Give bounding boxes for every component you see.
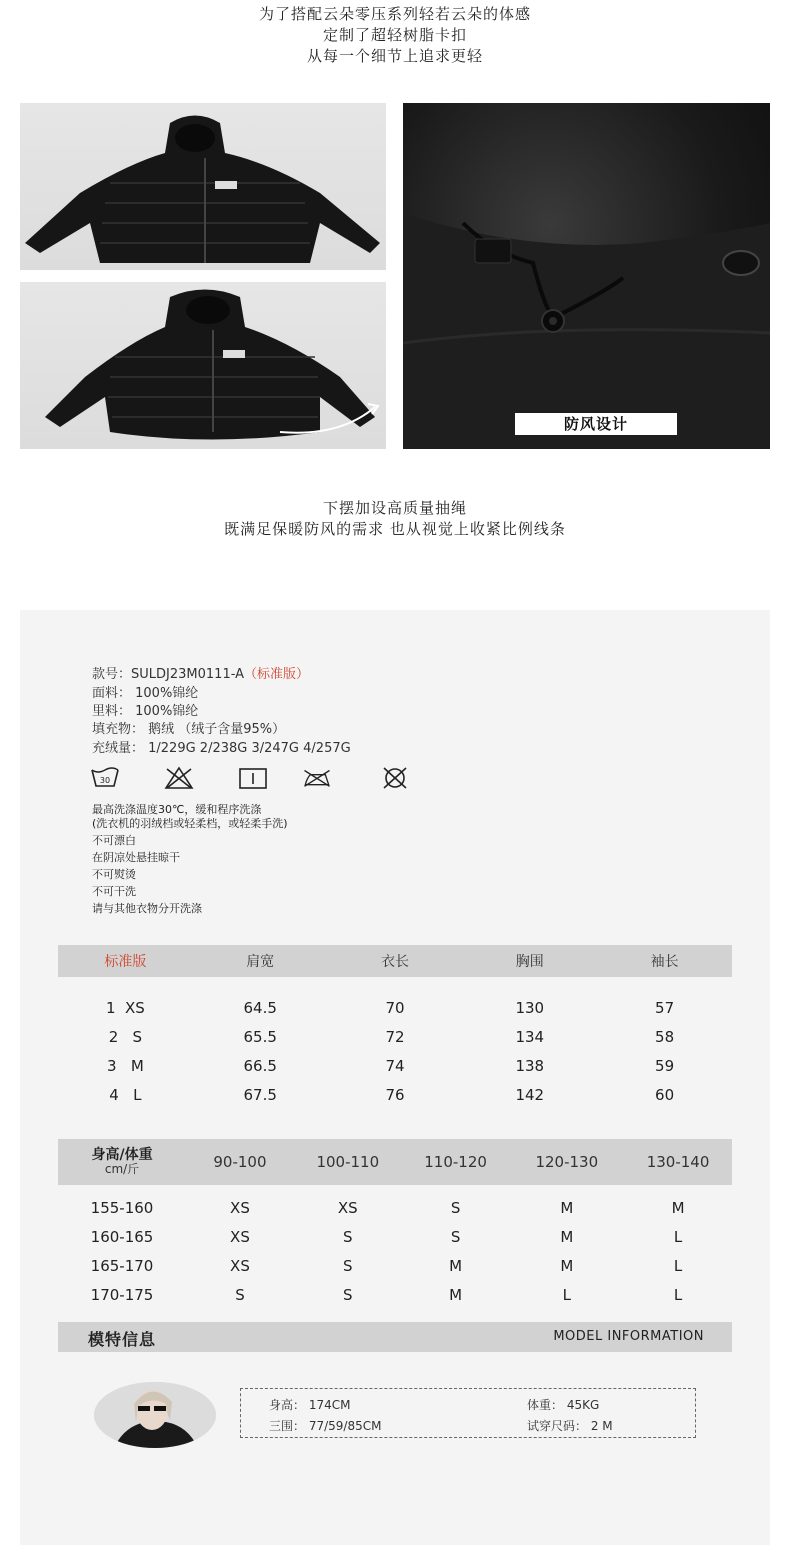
- care-line: 不可熨烫: [92, 868, 136, 881]
- model-height: 身高： 174CM: [269, 1398, 351, 1412]
- size-cell: 2 S: [108, 1027, 143, 1046]
- no-iron-icon: [302, 766, 332, 790]
- fit-cell: M: [671, 1198, 685, 1217]
- fit-cell: XS: [230, 1198, 250, 1217]
- fit-header-col: 100-110: [316, 1153, 380, 1171]
- size-cell: 64.5: [243, 998, 277, 1017]
- table-row: [58, 1280, 732, 1309]
- no-dryclean-icon: [380, 766, 410, 790]
- size-cell: 70: [385, 998, 405, 1017]
- fit-cell: L: [673, 1256, 683, 1275]
- intro-line-2: 定制了超轻树脂卡扣: [322, 26, 467, 44]
- size-cell: 3 M: [107, 1056, 144, 1075]
- size-header-length: 衣长: [380, 954, 409, 970]
- style-edition: （标准版）: [244, 667, 310, 682]
- fit-table-header: [58, 1139, 732, 1185]
- fill-weight-line: 充绒量： 1/229G 2/238G 3/247G 4/257G: [92, 741, 351, 756]
- care-line: 在阴凉处悬挂晾干: [92, 851, 180, 864]
- care-line: 不可干洗: [92, 885, 136, 898]
- table-row: [58, 1193, 732, 1222]
- table-row: [58, 993, 732, 1022]
- model-avatar: [94, 1382, 216, 1448]
- size-table-header: [58, 945, 732, 977]
- table-row: [58, 1051, 732, 1080]
- jacket-photo-front: [20, 103, 386, 270]
- jacket-photo-cinched: [20, 282, 386, 449]
- fit-cell: 165-170: [90, 1256, 154, 1275]
- care-line: (洗衣机的羽绒档或轻柔档，或轻柔手洗): [92, 817, 288, 830]
- care-line: 请与其他衣物分开洗涤: [92, 902, 202, 915]
- fit-cell: M: [560, 1198, 574, 1217]
- fit-cell: XS: [230, 1256, 250, 1275]
- size-cell: 142: [515, 1085, 545, 1104]
- fit-table: [58, 1139, 732, 1309]
- fit-cell: L: [673, 1227, 683, 1246]
- size-cell: 60: [655, 1085, 675, 1104]
- size-header-shoulder: 肩宽: [246, 954, 275, 970]
- fit-cell: XS: [230, 1227, 250, 1246]
- spec-panel: [20, 610, 770, 1545]
- size-cell: 65.5: [243, 1027, 277, 1046]
- no-bleach-icon: [164, 766, 194, 790]
- fit-cell: 160-165: [90, 1227, 154, 1246]
- care-line: 最高洗涤温度30℃，缓和程序洗涤: [92, 803, 262, 816]
- fit-cell: L: [673, 1285, 683, 1304]
- size-cell: 74: [385, 1056, 405, 1075]
- size-header-edition: 标准版: [104, 954, 147, 970]
- size-cell: 57: [655, 998, 675, 1017]
- care-line: 不可漂白: [92, 834, 136, 847]
- model-weight: 体重： 45KG: [527, 1398, 600, 1412]
- fit-header-height-weight: [58, 1139, 186, 1185]
- intro-line-1: 为了搭配云朵零压系列轻若云朵的体感: [258, 5, 531, 23]
- fit-header-unit: cm/斤: [104, 1162, 140, 1176]
- size-cell: 134: [515, 1027, 545, 1046]
- style-label: 款号：: [92, 667, 132, 682]
- fit-cell: S: [450, 1198, 461, 1217]
- size-cell: 58: [655, 1027, 675, 1046]
- fit-header-col: 120-130: [535, 1153, 599, 1171]
- model-size-tried: 试穿尺码： 2 M: [527, 1419, 613, 1433]
- size-cell: 72: [385, 1027, 405, 1046]
- size-cell: 66.5: [243, 1056, 277, 1075]
- size-table: [58, 945, 732, 1109]
- fit-cell: M: [560, 1256, 574, 1275]
- fit-cell: XS: [337, 1198, 358, 1217]
- fit-cell: S: [343, 1285, 353, 1304]
- size-cell: 138: [515, 1056, 545, 1075]
- size-cell: 76: [385, 1085, 405, 1104]
- windproof-badge: 防风设计: [515, 413, 677, 435]
- size-cell: 130: [515, 998, 545, 1017]
- table-row: [58, 1022, 732, 1051]
- style-code: SULDJ23M0111-A: [131, 667, 245, 682]
- fit-header-col: 130-140: [646, 1153, 710, 1171]
- model-title-en: MODEL INFORMATION: [553, 1329, 704, 1344]
- table-row: [58, 1251, 732, 1280]
- fit-cell: 155-160: [90, 1198, 154, 1217]
- line-dry-icon: [238, 766, 268, 790]
- model-measurements: 三围： 77/59/85CM: [269, 1419, 382, 1433]
- filling-line: 填充物： 鹅绒 （绒子含量95%）: [92, 722, 286, 737]
- table-row: [58, 1222, 732, 1251]
- fit-cell: M: [449, 1256, 463, 1275]
- model-title-cn: 模特信息: [88, 1330, 157, 1349]
- fit-cell: S: [343, 1227, 353, 1246]
- size-cell: 4 L: [109, 1085, 142, 1104]
- size-header-sleeve: 袖长: [650, 954, 679, 970]
- lining-line: 里料： 100%锦纶: [92, 704, 199, 719]
- model-info-box: [240, 1388, 696, 1438]
- size-header-chest: 胸围: [515, 954, 544, 970]
- drawcord-detail-photo: [403, 103, 770, 449]
- fit-header-col: 110-120: [424, 1153, 487, 1171]
- fit-cell: S: [235, 1285, 245, 1304]
- fit-header-main: 身高/体重: [91, 1147, 153, 1163]
- size-cell: 1 XS: [105, 998, 145, 1017]
- wash-30-icon: [90, 766, 120, 790]
- fit-cell: S: [450, 1227, 461, 1246]
- table-row: [58, 1080, 732, 1109]
- intro-line-3: 从每一个细节上追求更轻: [306, 47, 483, 65]
- fit-cell: L: [562, 1285, 571, 1304]
- hem-line-1: 下摆加设高质量抽绳: [322, 499, 467, 517]
- fit-cell: S: [343, 1256, 353, 1275]
- fabric-line: 面料： 100%锦纶: [92, 686, 199, 701]
- fit-cell: 170-175: [90, 1285, 154, 1304]
- style-code-line: [92, 663, 309, 682]
- size-cell: 59: [655, 1056, 675, 1075]
- fit-cell: M: [560, 1227, 574, 1246]
- hem-line-2: 既满足保暖防风的需求 也从视觉上收紧比例线条: [224, 520, 566, 538]
- fit-cell: M: [449, 1285, 463, 1304]
- model-info-bar: [58, 1322, 732, 1352]
- size-cell: 67.5: [243, 1085, 277, 1104]
- wash-temp: 30: [99, 776, 111, 785]
- fit-header-col: 90-100: [213, 1153, 267, 1171]
